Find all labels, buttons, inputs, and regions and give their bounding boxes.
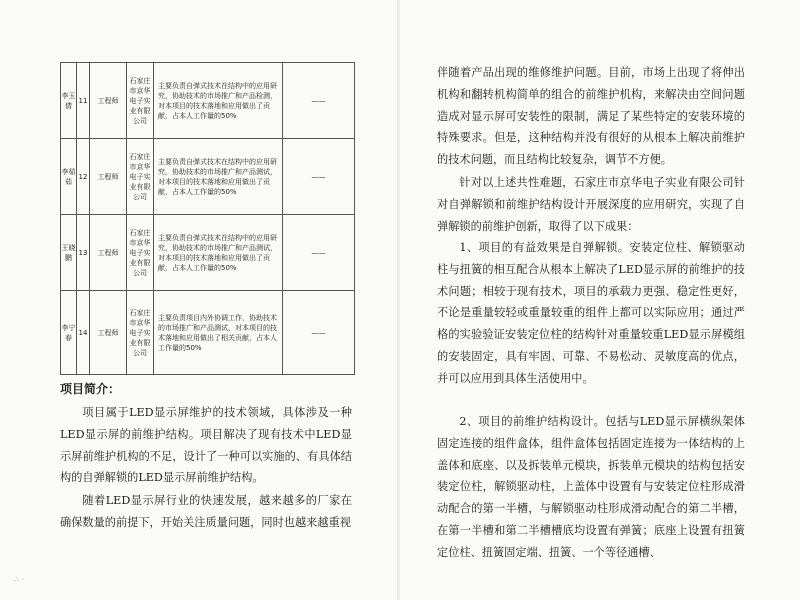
staff-contribution-cell: 主要负责自弹式技术在结构中的应用研究，协助技术的市场推广和产品测试，对本项目的技术落地和应用做出了贡献，占本人工作量的50%: [154, 139, 283, 215]
right-page: [400, 0, 800, 600]
staff-title-cell: 工程师: [90, 139, 127, 215]
staff-name-cell: 李玉倩: [61, 63, 77, 139]
staff-contribution-cell: 主要负责项目内外协调工作，协助技术的市场推广和产品测试，对本项目的技术落地和应用做出了相关贡献，占本人工作量的50%: [154, 291, 283, 375]
staff-table: [60, 62, 355, 375]
staff-org-cell: 石家庄市京华电子实业有限公司: [127, 139, 154, 215]
staff-contribution-cell: 主要负责自弹式技术在结构中的应用研究，协助技术的市场推广和产品测试，对本项目的技术落地和应用做出了贡献，占本人工作量的50%: [154, 215, 283, 291]
staff-name-cell: 王晓鹏: [61, 215, 77, 291]
staff-title-cell: 工程师: [90, 215, 127, 291]
staff-number-cell: 13: [77, 215, 90, 291]
staff-dash-cell: ——: [283, 215, 355, 291]
staff-org-cell: 石家庄市京华电子实业有限公司: [127, 63, 154, 139]
staff-number-cell: 11: [77, 63, 90, 139]
staff-title-cell: 工程师: [90, 291, 127, 375]
staff-row: [61, 139, 355, 215]
staff-dash-cell: ——: [283, 63, 355, 139]
staff-row: [61, 291, 355, 375]
staff-org-cell: 石家庄市京华电子实业有限公司: [127, 291, 154, 375]
staff-number-cell: 12: [77, 139, 90, 215]
right-paragraph-0: 伴随着产品出现的维修维护问题。目前，市场上出现了将伸出机构和翻转机构简单的组合的前维护机构，来解决由空间问题造成对显示屏可安装性的限制，满足了某些特定的安装环境的特殊要求。但是，这种结构并没有很好的从根本上解决前维护的技术问题，而且结构比较复杂，调节不方便。: [437, 66, 745, 167]
staff-row: [61, 63, 355, 139]
staff-org-cell: 石家庄市京华电子实业有限公司: [127, 215, 154, 291]
scan-corner-mark: ∴ ·: [14, 575, 25, 584]
staff-contribution-cell: 主要负责自弹式技术在结构中的应用研究，协助技术的市场推广和产品检测，对本项目的技术落地和应用做出了贡献，占本人工作量的50%: [154, 63, 283, 139]
staff-row: [61, 215, 355, 291]
intro-paragraph-1: 项目属于LED显示屏维护的技术领域，具体涉及一种LED显示屏的前维护结构。项目解决了现有技术中LED显示屏前维护机构的不足，设计了一种可以实施的、有具体结构的自弹解锁的LED显示屏前维护结构。: [60, 406, 352, 485]
staff-name-cell: 李宁春: [61, 291, 77, 375]
staff-dash-cell: ——: [283, 139, 355, 215]
right-paragraph-2: 1、项目的有益效果是自弹解锁。安装定位柱、解锁驱动柱与扭簧的相互配合从根本上解决了LED显示屏的前维护的技术问题；相较于现有技术，项目的承载力更强、稳定性更好，不论是重量较轻或重量较重的组件上都可以实际应用；通过严格的实验验证安装定位柱的结构针对重量较重LED显示屏模组的安装固定，具有牢固、可靠、不易松动、灵敏度高的优点，并可以应用到具体生活使用中。: [437, 241, 745, 385]
intro-heading: 项目简介：: [60, 382, 121, 396]
intro-paragraph-2: 随着LED显示屏行业的快速发展，越来越多的厂家在确保数量的前提下，开始关注质量问题，同时也越来越重视: [60, 494, 352, 529]
staff-number-cell: 14: [77, 291, 90, 375]
staff-dash-cell: ——: [283, 291, 355, 375]
staff-name-cell: 李茹茹: [61, 139, 77, 215]
staff-title-cell: 工程师: [90, 63, 127, 139]
right-paragraph-3: 2、项目的前维护结构设计。包括与LED显示屏横纵架体固定连接的组件盒体，组件盒体包括固定连接为一体结构的上盖体和底座、以及拆装单元模块，拆装单元模块的结构包括安装定位柱，解锁驱动柱，上盖体中设置有与安装定位柱形成滑动配合的第一半槽，与解锁驱动柱形成滑动配合的第二半槽，在第一半槽和第二半槽槽底均设置有弹簧；底座上设置有扭簧定位柱、扭簧固定端、扭簧、一个等径通槽、: [437, 415, 745, 559]
right-paragraph-1: 针对以上述共性难题，石家庄市京华电子实业有限公司针对自弹解锁和前维护结构设计开展深度的应用研究，实现了自弹解锁的前维护创新，取得了以下成果：: [437, 176, 745, 233]
